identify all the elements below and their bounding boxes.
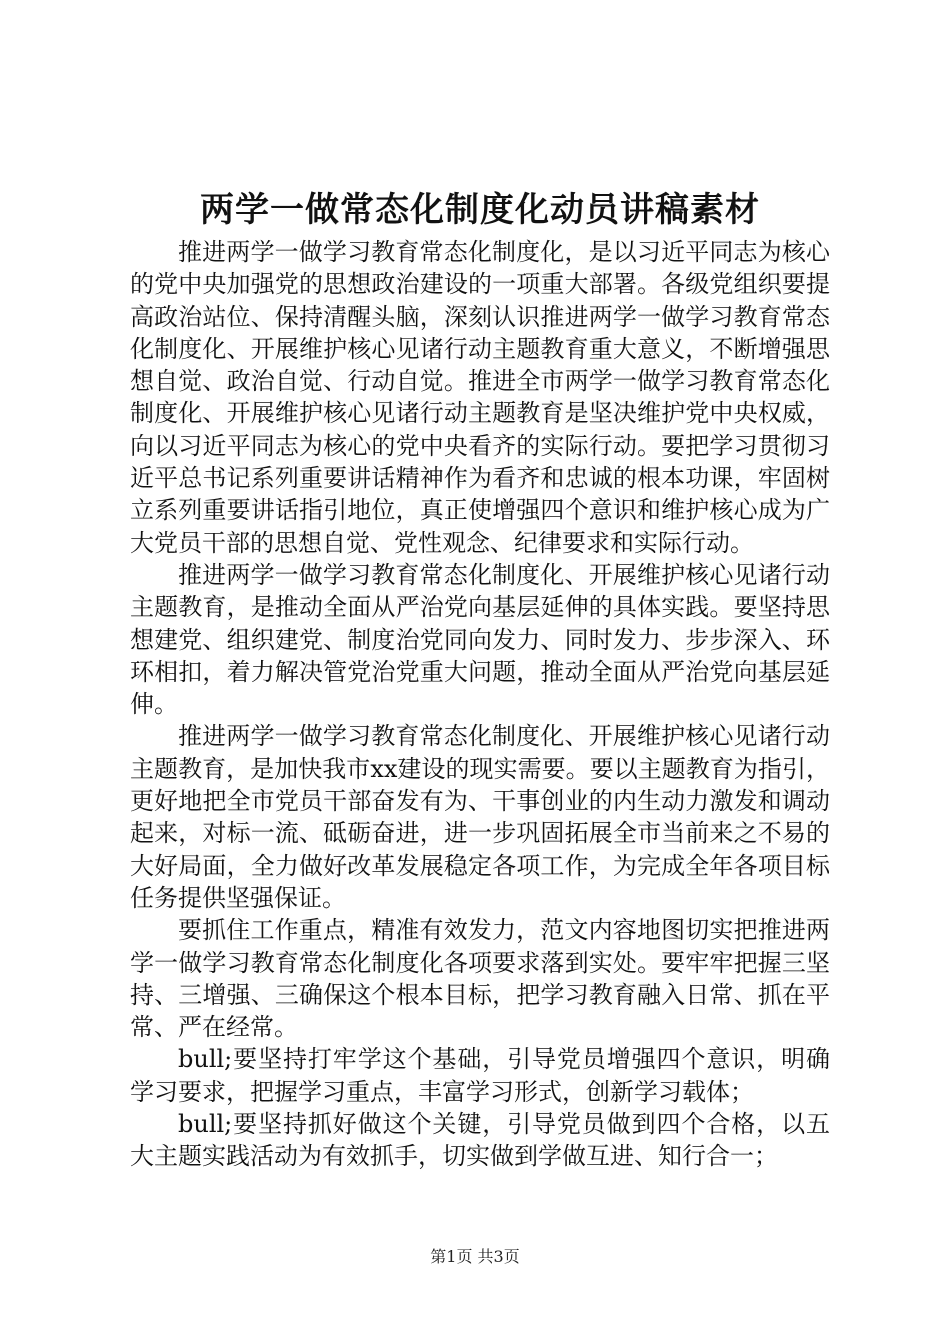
paragraph: 要抓住工作重点，精准有效发力，范文内容地图切实把推进两学一做学习教育常态化制度化各项要求落到实处。要牢牢把握三坚持、三增强、三确保这个根本目标，把学习教育融入日常、抓在平常、严在经常。 [130, 916, 830, 1042]
bullet-paragraph: bull;要坚持打牢学这个基础，引导党员增强四个意识，明确学习要求，把握学习重点，丰富学习形式，创新学习载体； [130, 1045, 830, 1106]
document-title: 两学一做常态化制度化动员讲稿素材 [200, 190, 760, 230]
page-number-footer: 第1页 共3页 [430, 1247, 520, 1266]
paragraph: 推进两学一做学习教育常态化制度化、开展维护核心见诸行动主题教育，是推动全面从严治党向基层延伸的具体实践。要坚持思想建党、组织建党、制度治党同向发力、同时发力、步步深入、环环相扣，着力解决管党治党重大问题，推动全面从严治党向基层延伸。 [130, 560, 830, 719]
paragraph: 推进两学一做学习教育常态化制度化，是以习近平同志为核心的党中央加强党的思想政治建设的一项重大部署。各级党组织要提高政治站位、保持清醒头脑，深刻认识推进两学一做学习教育常态化制度化、开展维护核心见诸行动主题教育重大意义，不断增强思想自觉、政治自觉、行动自觉。推进全市两学一做学习教育常态化制度化、开展维护核心见诸行动主题教育是坚决维护党中央权威，向以习近平同志为核心的党中央看齐的实际行动。要把学习贯彻习近平总书记系列重要讲话精神作为看齐和忠诚的根本功课，牢固树立系列重要讲话指引地位，真正使增强四个意识和维护核心成为广大党员干部的思想自觉、党性观念、纪律要求和实际行动。 [130, 238, 830, 557]
document-body [130, 236, 830, 1173]
paragraph: 推进两学一做学习教育常态化制度化、开展维护核心见诸行动主题教育，是加快我市xx建设的现实需要。要以主题教育为指引，更好地把全市党员干部奋发有为、干事创业的内生动力激发和调动起来，对标一流、砥砺奋进，进一步巩固拓展全市当前来之不易的大好局面，全力做好改革发展稳定各项工作，为完成全年各项目标任务提供坚强保证。 [130, 722, 830, 912]
bullet-paragraph: bull;要坚持抓好做这个关键，引导党员做到四个合格，以五大主题实践活动为有效抓手，切实做到学做互进、知行合一； [130, 1110, 830, 1171]
document-page [130, 186, 830, 1173]
